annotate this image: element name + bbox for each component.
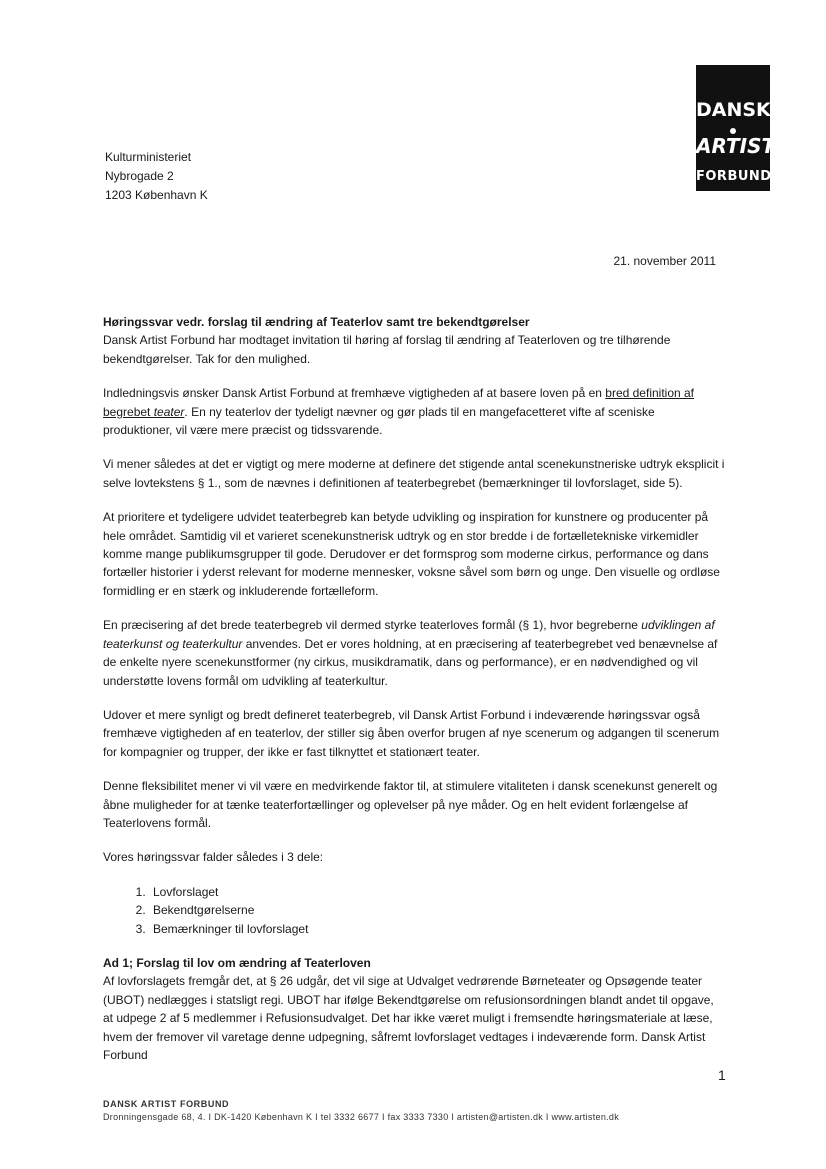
recipient-line-1: Kulturministeriet [105,150,192,164]
logo-line-forbund: FORBUND [696,169,772,184]
footer-contact-info: Dronningensgade 68, 4. I DK-1420 København K I tel 3332 6677 I fax 3333 7330 I artisten@artisten.dk I www.artisten.dk [103,1112,620,1122]
paragraph-5 [103,616,725,690]
letter-footer [103,1098,619,1124]
dansk-artist-forbund-logo [696,65,776,191]
paragraph-2-underline-b [154,405,185,419]
paragraph-2-underline-a: bred definition af begrebet [103,386,695,419]
logo-line-artist: ARTIST [696,134,776,158]
paragraph-6: Udover et mere synligt og bredt defineret teaterbegreb, vil Dansk Artist Forbund i indeværende høringssvar også fremhæve vigtigheden af en teaterlov, der stiller sig åben overfor brugen af nye scenerum og adgangen til scenerum for kompagnier og trupper, der ikke er fast tilknyttet et stationært teater. [103,707,720,759]
paragraph-5-before: En præcisering af det brede teaterbegreb vil dermed styrke teaterloves formål (§ 1), hvor begreberne [103,618,642,633]
letter-date: 21. november 2011 [613,254,716,268]
heading-hoeringssvar: Høringssvar vedr. forslag til ændring af Teaterlov samt tre bekendtgørelser [103,315,530,329]
page-number: 1 [718,1067,726,1083]
paragraph-9: Af lovforslagets fremgår det, at § 26 udgår, det vil sige at Udvalget vedrørende Børneteater og Opsøgende teater (UBOT) nedlægges i statsligt regi. UBOT har ifølge Bekendtgørelse om refusionsordningen blandt andet til opgave, at udpege 2 af 5 medlemmer i Refusionsudvalget. Det har ikke været muligt i fremsendte høringsmateriale at læse, hvem der fremover vil varetage denne udpegning, såfremt lovforslaget vedtages i indeværende form. Dansk Artist Forbund [103,974,714,1062]
letter-body [103,313,725,1080]
recipient-address [105,148,208,205]
footer-org-name: DANSK ARTIST FORBUND [103,1099,230,1109]
parts-list [103,883,725,938]
paragraph-3: Vi mener således at det er vigtigt og mere moderne at definere det stigende antal scenekunstneriske udtryk eksplicit i selve lovtekstens § 1., som de nævnes i definitionen af teaterbegrebet (bemærkninger til lovforslaget, side 5). [103,457,725,490]
paragraph-2-after: . En ny teaterlov der tydeligt nævner og gør plads til en mangefacetteret vifte af sceniske produktioner, vil være mere præcist og tidssvarende. [103,404,655,438]
recipient-line-3: 1203 København K [105,188,208,202]
paragraph-8: Vores høringssvar falder således i 3 dele: [103,850,324,865]
heading-ad-1: Ad 1; Forslag til lov om ændring af Teaterloven [103,955,371,970]
paragraph-2 [103,384,725,439]
paragraph-7: Denne fleksibilitet mener vi vil være en medvirkende faktor til, at stimulere vitaliteten i dansk scenekunst generelt og åbne muligheder for at tænke teaterfortællinger og oplevelser på nye måder. Og en helt evident forlængelse af Teaterlovens formål. [103,779,718,830]
list-item: 3. Bemærkninger til lovforslaget [149,920,725,938]
paragraph-2-underline-b-italic: teater [153,404,185,419]
paragraph-5-italic: udviklingen af teaterkunst og teaterkultur [103,618,715,651]
list-item: 2. Bekendtgørelserne [149,901,725,919]
logo-line-dansk: DANSK [696,99,771,121]
paragraph-5-after: anvendes. Det er vores holdning, at en præcisering af teaterbegrebet ved benævnelse af de enkelte nyere scenekunstformer (ny cirkus, musikdramatik, dans og performance), er en nødvendighed og vil understøtte lovens formål om udvikling af teaterkultur. [103,636,718,688]
recipient-line-2: Nybrogade 2 [105,169,174,183]
list-item: 1. Lovforslaget [149,883,725,901]
paragraph-4: At prioritere et tydeligere udvidet teaterbegreb kan betyde udvikling og inspiration for kunstnere og producenter på hele området. Samtidig vil et varieret scenekunstnerisk udtryk og en stor bredde i de fortælletekniske virkemidler komme mange publikumsgrupper til gode. Derudover er det formsprog som moderne cirkus, performance og dans fortæller historier i yderst relevant for moderne mennesker, voksne såvel som børn og unge. Den visuelle og ordløse formidling er en stærk og inkluderende fortælleform. [103,510,720,598]
paragraph-2-before: Indledningsvis ønsker Dansk Artist Forbund at fremhæve vigtigheden af at basere loven på en [103,386,606,401]
paragraph-1: Dansk Artist Forbund har modtaget invitation til høring af forslag til ændring af Teaterloven og tre tilhørende bekendtgørelser. Tak for den mulighed. [103,333,671,366]
